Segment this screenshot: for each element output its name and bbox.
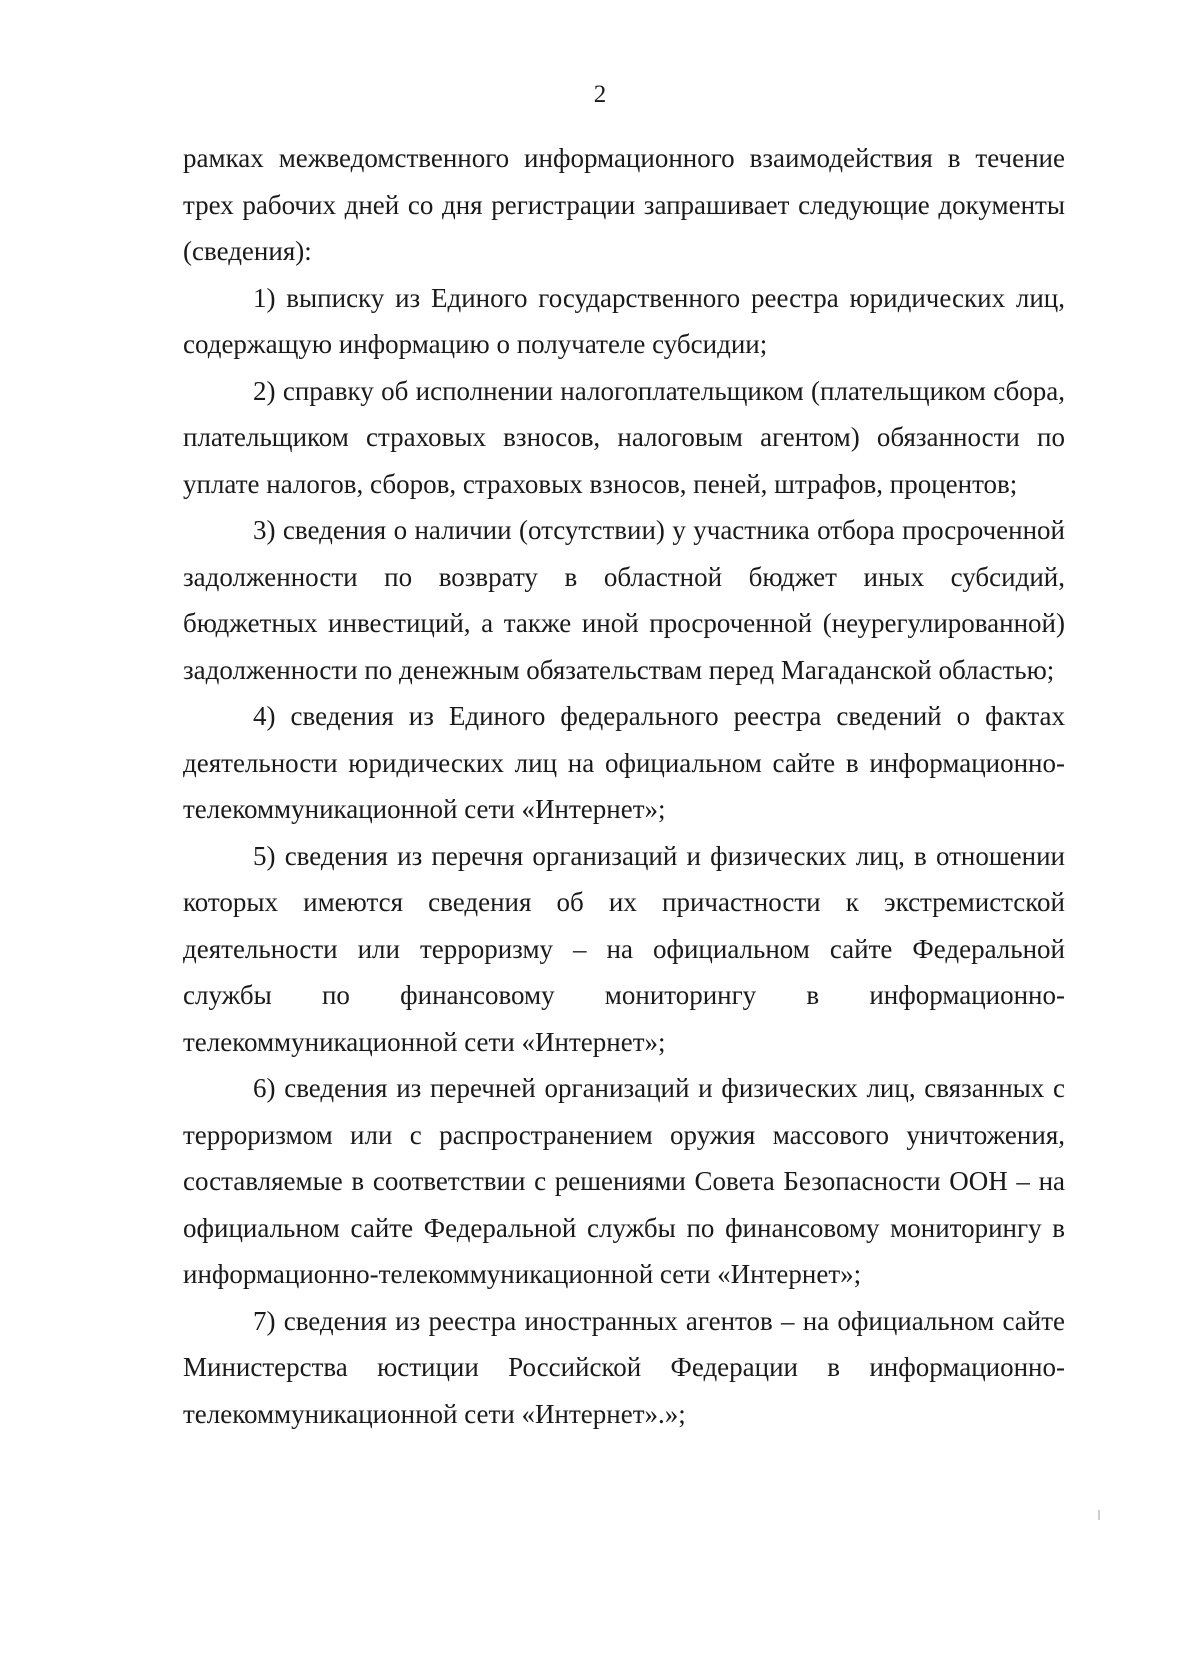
scan-artifact-mark xyxy=(1098,1510,1100,1520)
list-item-1: 1) выписку из Единого государственного реестра юридических лиц, содержащую информацию о получателе субсидии; xyxy=(183,282,1065,359)
list-item-4: 4) сведения из Единого федерального реестра сведений о фактах деятельности юридических лиц на официальном сайте в информационно-телекоммуникационной сети «Интернет»; xyxy=(183,701,1065,824)
page-number: 2 xyxy=(593,81,607,108)
paragraph-intro: рамках межведомственного информационного взаимодействия в течение трех рабочих дней со дня регистрации запрашивает следующие документы (сведения): xyxy=(183,143,1065,266)
list-item-6: 6) сведения из перечней организаций и физических лиц, связанных с терроризмом или с распространением оружия массового уничтожения, составляемые в соответствии с решениями Совета Безопасности ООН – на официальном сайте Федеральной службы по финансовому мониторингу в информационно-телекоммуникационной сети «Интернет»; xyxy=(183,1073,1065,1289)
list-item-2: 2) справку об исполнении налогоплательщиком (плательщиком сбора, плательщиком страховых взносов, налоговым агентом) обязанности по уплате налогов, сборов, страховых взносов, пеней, штрафов, процентов; xyxy=(183,375,1065,499)
document-body xyxy=(183,135,1065,1437)
list-item-5: 5) сведения из перечня организаций и физических лиц, в отношении которых имеются сведения об их причастности к экстремистской деятельности или терроризму – на официальном сайте Федеральной службы по финансовому мониторингу в информационно-телекоммуникационной сети «Интернет»; xyxy=(183,840,1065,1057)
list-item-3: 3) сведения о наличии (отсутствии) у участника отбора просроченной задолженности по возврату в областной бюджет иных субсидий, бюджетных инвестиций, а также иной просроченной (неурегулированной) задолженности по денежным обязательствам перед Магаданской областью; xyxy=(183,515,1065,685)
list-item-7: 7) сведения из реестра иностранных агентов – на официальном сайте Министерства юстиции Российской Федерации в информационно-телекоммуникационной сети «Интернет».»; xyxy=(183,1305,1065,1429)
